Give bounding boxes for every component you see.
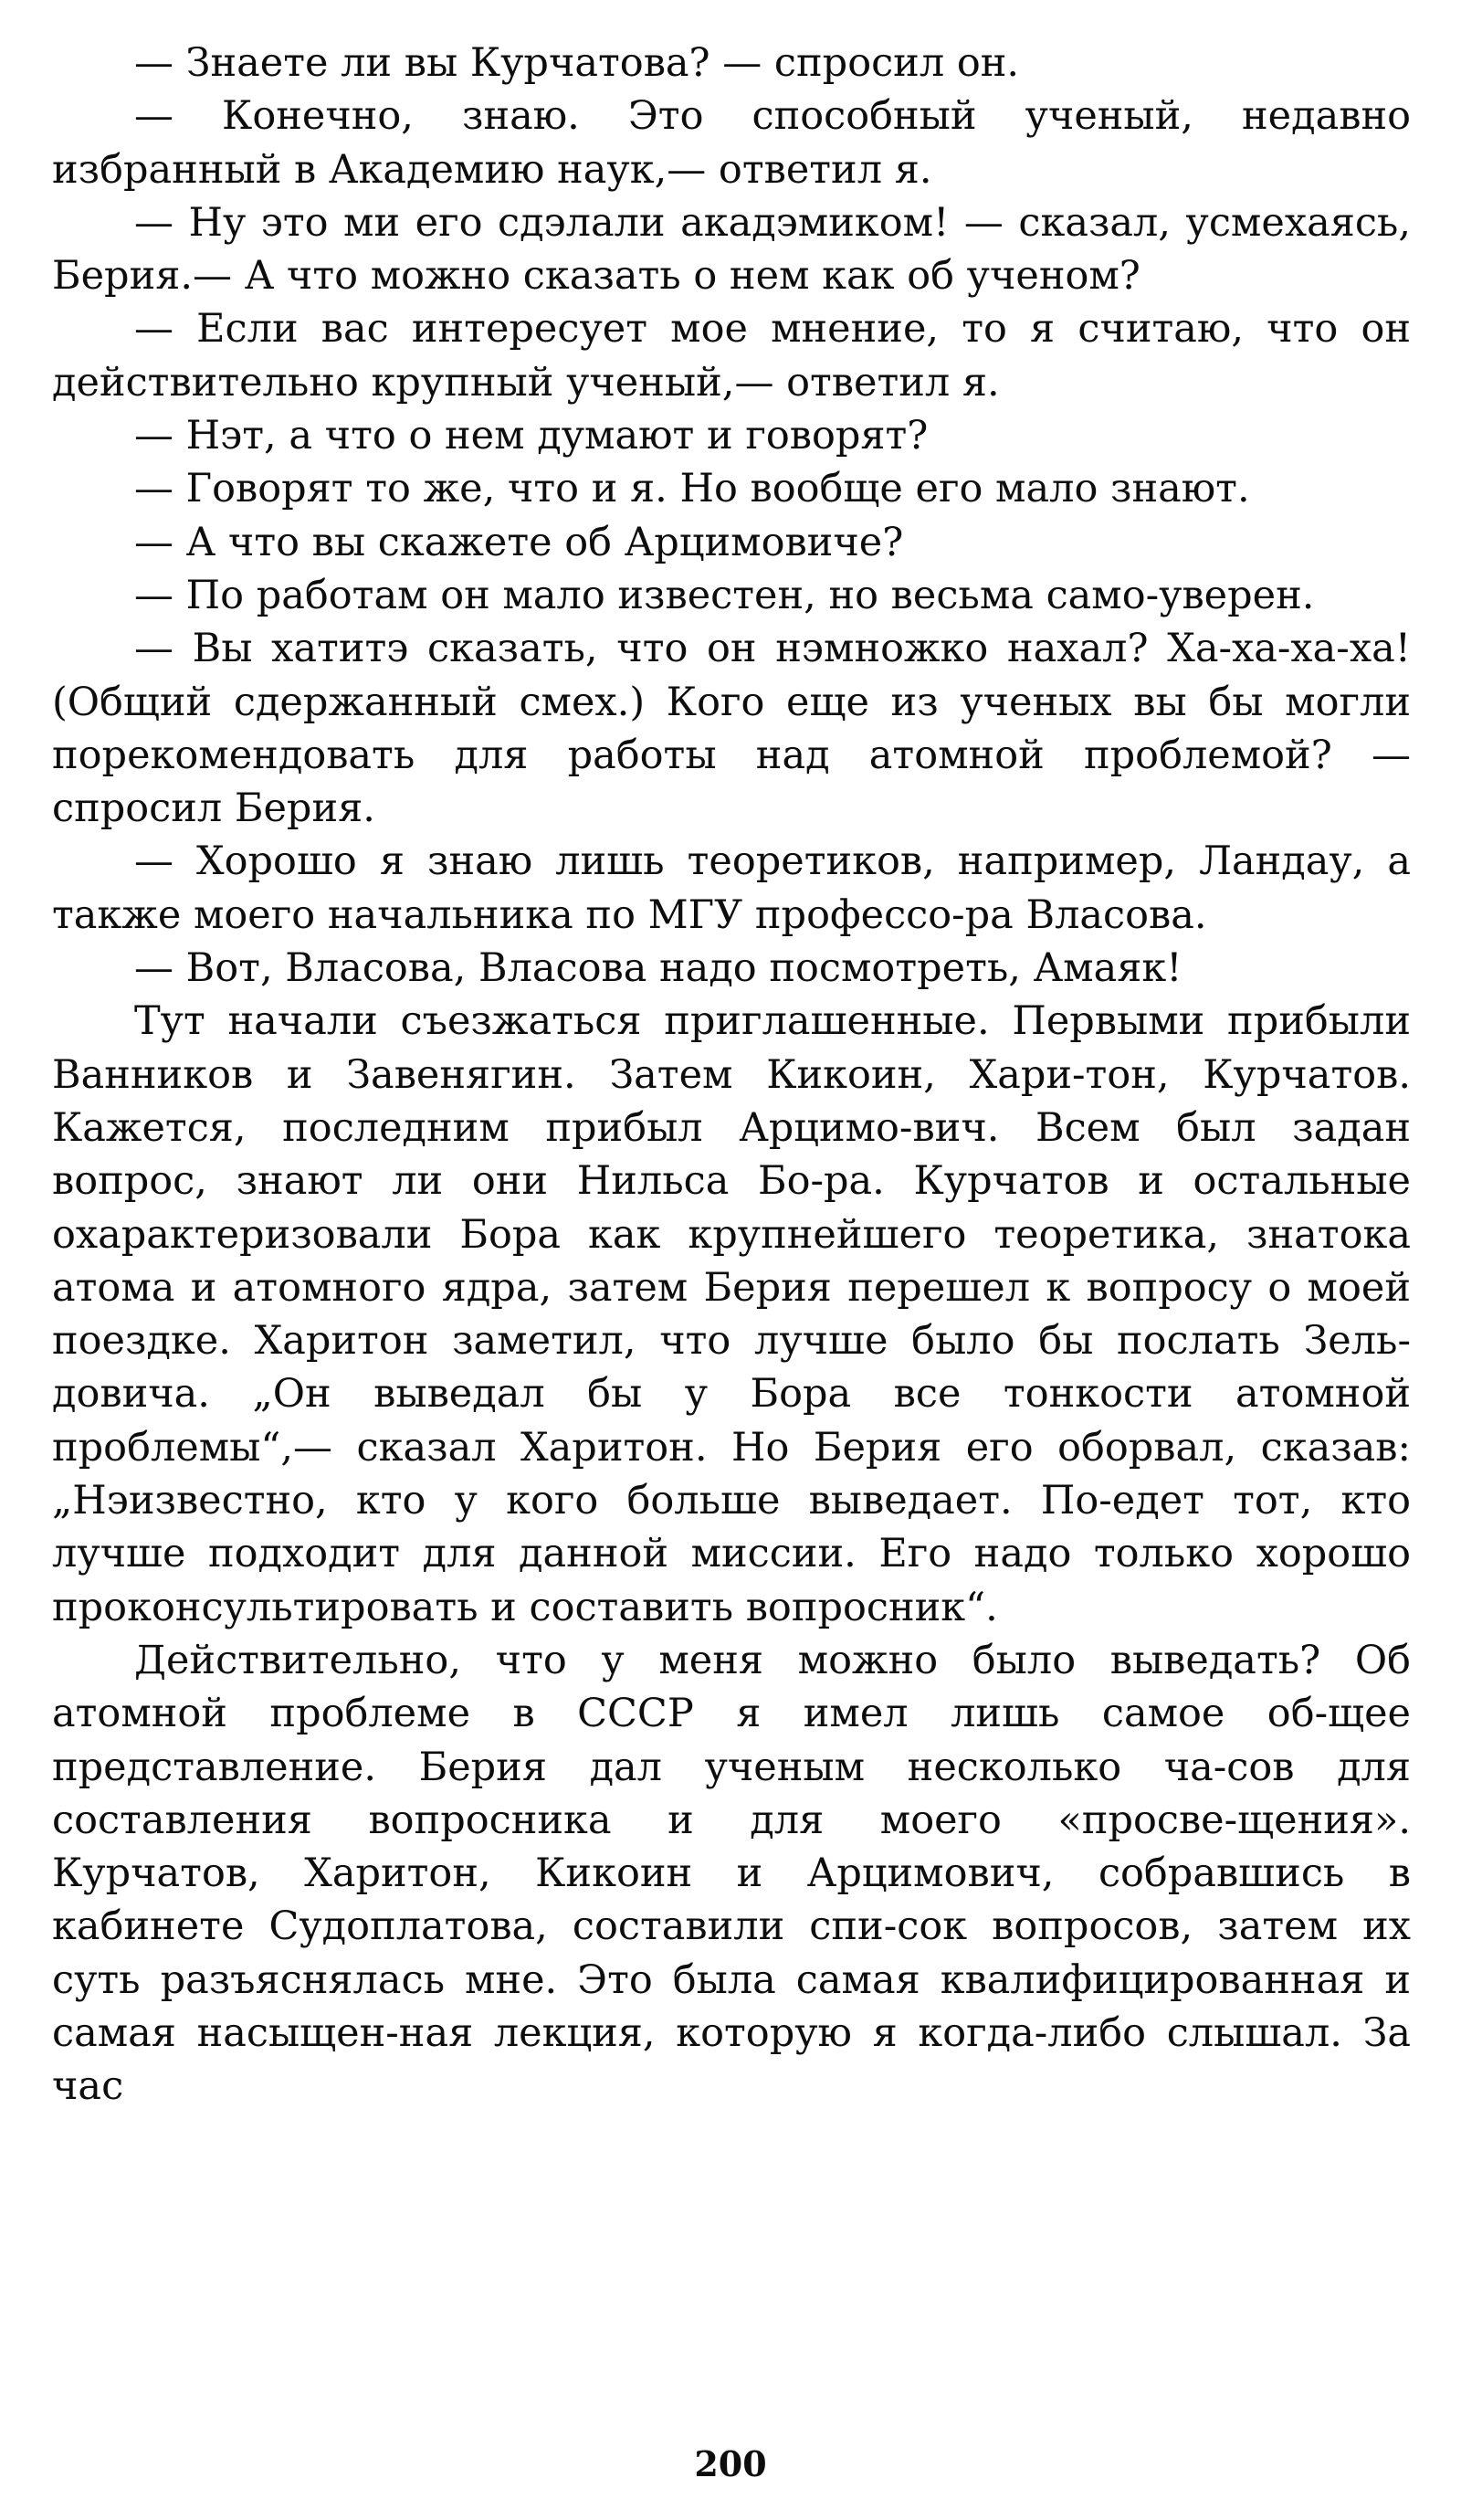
narrative-paragraph: Действительно, что у меня можно было выведать? Об атомной проблеме в СССР я имел лишь самое об-щее представление. Берия дал ученым несколько ча-сов для составления вопросника и для моего «просве-щения». Курчатов, Харитон, Кикоин и Арцимович, собравшись в кабинете Судоплатова, составили спи-сок вопросов, затем их суть разъяснялась мне. Это была самая квалифицированная и самая насыщен-ная лекция, которую я когда-либо слышал. За час [52, 1637, 1411, 2110]
narrative-paragraph: Тут начали съезжаться приглашенные. Первыми прибыли Ванников и Завенягин. Затем Кикоин, Хари-тон, Курчатов. Кажется, последним прибыл Арцимо-вич. Всем был задан вопрос, знают ли они Нильса Бо-ра. Курчатов и остальные охарактеризовали Бора как крупнейшего теоретика, знатока атома и атомного ядра, затем Берия перешел к вопросу о моей поездке. Харитон заметил, что лучше было бы послать Зель-довича. „Он выведал бы у Бора все тонкости атомной проблемы“,— сказал Харитон. Но Берия его оборвал, сказав: „Нэизвестно, кто у кого больше выведает. По-едет тот, кто лучше подходит для данной миссии. Его надо только хорошо проконсультировать и составить вопросник“. [52, 998, 1411, 1630]
dialogue-paragraph: — По работам он мало известен, но весьма само-уверен. [134, 572, 1315, 618]
dialogue-paragraph: — Вот, Власова, Власова надо посмотреть, Амаяк! [134, 945, 1182, 992]
dialogue-paragraph: — Знаете ли вы Курчатова? — спросил он. [134, 40, 1020, 86]
dialogue-paragraph: — Вы хатитэ сказать, что он нэмножко нахал? Ха-ха-ха-ха! (Общий сдержанный смех.) Кого еще из ученых вы бы могли порекомендовать для работы над атомной проблемой? — спросил Берия. [52, 626, 1411, 832]
page-body [52, 37, 1411, 2114]
dialogue-paragraph: — Конечно, знаю. Это способный ученый, недавно избранный в Академию наук,— ответил я. [52, 93, 1411, 193]
dialogue-paragraph: — А что вы скажете об Арцимовиче? [134, 519, 904, 565]
dialogue-paragraph: — Нэт, а что о нем думают и говорят? [134, 413, 929, 459]
dialogue-paragraph: — Говорят то же, что и я. Но вообще его мало знают. [134, 466, 1250, 512]
dialogue-paragraph: — Ну это ми его сдэлали акадэмиком! — сказал, усмехаясь, Берия.— А что можно сказать о нем как об ученом? [52, 199, 1411, 300]
dialogue-paragraph: — Хорошо я знаю лишь теоретиков, например, Ландау, а также моего начальника по МГУ профессо-ра Власова. [52, 838, 1411, 938]
page-number: 200 [694, 2443, 767, 2484]
dialogue-paragraph: — Если вас интересует мое мнение, то я считаю, что он действительно крупный ученый,— ответил я. [52, 306, 1411, 406]
